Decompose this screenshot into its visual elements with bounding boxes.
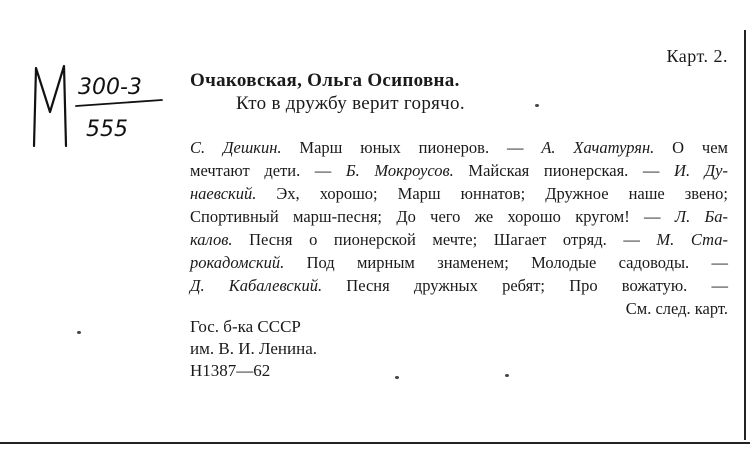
contents-note	[190, 136, 728, 320]
contents-line	[190, 228, 728, 251]
song-titles: Песня о пионерской мечте; Шагает отряд. —	[232, 230, 657, 249]
song-titles: Эх, хорошо; Марш юннатов; Дружное наше звено;	[256, 184, 728, 203]
composer-name: Л. Ба-	[674, 207, 728, 226]
speck	[505, 374, 509, 377]
contents-line	[190, 205, 728, 228]
library-imprint	[190, 316, 317, 382]
library-name: Гос. б-ка СССР	[190, 317, 301, 336]
shelfmark-top: 300-3	[78, 75, 142, 100]
card-right-edge	[744, 30, 746, 440]
card-code: Н1387—62	[190, 361, 271, 380]
contents-line	[190, 251, 728, 274]
speck	[535, 104, 539, 107]
handwritten-shelfmark	[28, 62, 168, 152]
song-titles: Майская пионерская. —	[453, 161, 675, 180]
contents-line	[190, 182, 728, 205]
card-number: Карт. 2.	[666, 46, 728, 66]
song-titles: Спортивный марш-песня; До чего же хорошо кругом! —	[190, 207, 675, 226]
song-titles: О чем	[654, 138, 728, 157]
contents-line	[190, 274, 728, 297]
work-title: Кто в дружбу верит горячо.	[236, 93, 465, 114]
song-titles: Марш юных пионеров. —	[281, 138, 542, 157]
card-bottom-edge	[0, 442, 750, 444]
composer-name: И. Ду-	[674, 161, 728, 180]
shelfmark-drawing	[28, 62, 168, 152]
contents-line	[190, 159, 728, 182]
speck	[395, 376, 399, 379]
shelfmark-bottom: 555	[86, 117, 128, 142]
composer-name: С. Дешкин.	[190, 138, 282, 157]
composer-name: М. Ста-	[656, 230, 728, 249]
song-titles: См. след. карт.	[625, 299, 728, 318]
song-titles: Песня дружных ребят; Про вожатую. —	[322, 276, 728, 295]
song-titles: Под мирным знаменем; Молодые садоводы. —	[284, 253, 728, 272]
library-dedication: им. В. И. Ленина.	[190, 339, 318, 358]
composer-name: наевский.	[190, 184, 257, 203]
composer-name: Д. Кабалевский.	[190, 276, 323, 295]
composer-name: калов.	[190, 230, 233, 249]
song-titles: мечтают дети. —	[190, 161, 346, 180]
author-heading: Очаковская, Ольга Осиповна.	[190, 70, 460, 91]
composer-name: А. Хачатурян.	[541, 138, 655, 157]
composer-name: рокадомский.	[190, 253, 285, 272]
speck	[77, 331, 81, 334]
composer-name: Б. Мокроусов.	[345, 161, 454, 180]
contents-line	[190, 136, 728, 159]
